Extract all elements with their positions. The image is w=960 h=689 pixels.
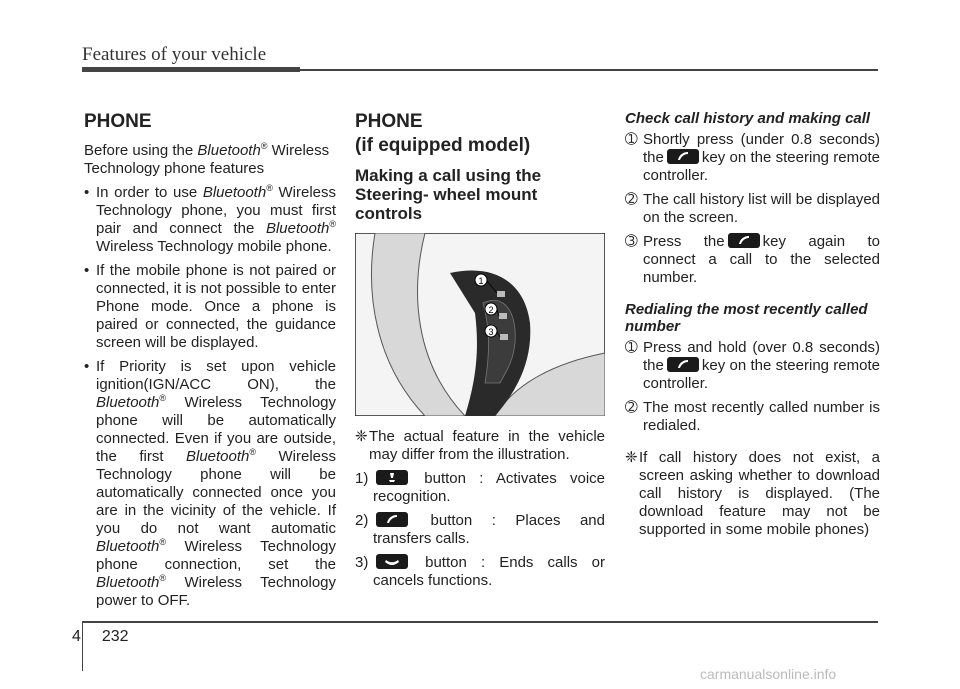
bullet-list — [84, 184, 336, 610]
step-text-pre: Press the — [643, 233, 725, 250]
brand-text: Bluetooth — [265, 220, 330, 237]
intro-text-post: Wireless Technology phone features — [84, 142, 330, 177]
item-text: button : Activates voice recognition. — [373, 470, 606, 505]
step-item — [625, 233, 880, 287]
step-text-post: key on the steering remote controller. — [643, 357, 880, 392]
heading-line2: (if equipped model) — [355, 135, 531, 156]
item-body — [373, 512, 605, 548]
bullet-text: Wireless Technology phone will be automatically connected once you are in the vicinity of the vehicle. If you do not want automatic — [96, 448, 336, 537]
bullet-text: In order to use — [96, 184, 203, 201]
illustration-note — [355, 428, 605, 464]
step-number: ➁ — [625, 399, 638, 416]
bullet-text: Wireless Technology mobile phone. — [96, 238, 332, 255]
note-marker: ❈ — [355, 428, 368, 445]
column-left — [84, 110, 336, 616]
item-number: 3) — [355, 554, 369, 571]
column-right — [625, 110, 880, 545]
step-body — [643, 233, 880, 287]
header-rule-thick — [82, 67, 300, 72]
step-text-post: key again to connect a call to the selected number. — [643, 233, 880, 286]
intro-brand: Bluetooth — [197, 142, 261, 159]
callout-label-3: 3 — [488, 327, 494, 337]
step-number: ➀ — [625, 131, 638, 148]
intro-paragraph — [84, 142, 336, 178]
bullet-text: If Priority is set upon vehicle ignition(IGN/ACC ON), the — [96, 358, 336, 393]
brand-text: Bluetooth — [202, 184, 267, 201]
note-text: If call history does not exist, a screen asking whether to download call history is displayed. (The download feature may not be supported in some mobile phones) — [639, 449, 880, 538]
list-item-call — [355, 512, 605, 548]
bullet-text: Wireless Technology phone connection, set the — [96, 538, 336, 573]
subheading-redial: Redialing the most recently called number — [625, 301, 868, 335]
call-icon — [667, 149, 699, 164]
step-number: ➁ — [625, 191, 638, 208]
bullet-item-not-paired: • If the mobile phone is not paired or connected, it is not possible to enter Phone mode. Once a phone is paired or connected, the guidance screen will be displayed. — [84, 262, 336, 352]
note-marker: ❈ — [625, 449, 638, 466]
brand-text: Bluetooth — [96, 574, 160, 591]
footer-rule — [82, 621, 878, 623]
step-item — [625, 131, 880, 185]
callout-label-2: 2 — [488, 305, 494, 315]
step-item — [625, 339, 880, 393]
end-call-icon — [376, 554, 408, 569]
item-text: button : Places and transfers calls. — [373, 512, 605, 547]
reg-mark: ® — [159, 393, 167, 403]
reg-mark: ® — [249, 447, 257, 457]
item-number: 2) — [355, 512, 369, 529]
step-item — [625, 399, 880, 435]
call-icon — [376, 512, 408, 527]
item-body — [373, 554, 605, 590]
heading-line1: PHONE — [355, 111, 423, 132]
steering-wheel-illustration — [355, 233, 605, 416]
step-body — [643, 339, 880, 393]
callout-label-1: 1 — [478, 276, 484, 286]
section-heading-phone: PHONE — [84, 111, 152, 132]
page-number — [72, 628, 129, 646]
list-item-voice — [355, 470, 605, 506]
intro-reg-mark: ® — [260, 141, 268, 151]
brand-text: Bluetooth — [96, 394, 160, 411]
step-text: The most recently called number is redialed. — [643, 399, 880, 434]
bullet-text: Wireless Technology phone will be automatically connected. Even if you are outside, the first — [96, 394, 336, 465]
brand-text: Bluetooth — [185, 448, 250, 465]
call-icon — [667, 357, 699, 372]
step-text-pre: Press and hold (over 0.8 seconds) the — [643, 339, 880, 374]
step-item — [625, 191, 880, 227]
list-item-end-call — [355, 554, 605, 590]
step-number: ➂ — [625, 233, 638, 250]
call-history-steps — [625, 131, 880, 287]
intro-text-pre: Before using the — [84, 142, 198, 159]
subheading-call-history: Check call history and making call — [625, 110, 871, 127]
reg-mark: ® — [159, 573, 167, 583]
step-number: ➀ — [625, 339, 638, 356]
reg-mark: ® — [266, 183, 273, 193]
subheading-making-call: Making a call using the Steering- wheel mount controls — [355, 166, 542, 223]
call-icon — [728, 233, 760, 248]
step-text-post: key on the steering remote controller. — [643, 149, 880, 184]
chapter-number: 4 — [72, 628, 81, 645]
bullet-item-pairing — [84, 184, 336, 256]
step-text-pre: Shortly press (under 0.8 seconds) the — [643, 131, 880, 166]
item-text: button : Ends calls or cancels functions. — [373, 554, 606, 589]
column-middle — [355, 110, 605, 596]
reg-mark: ® — [329, 219, 336, 229]
step-text: The call history list will be displayed on the screen. — [643, 191, 880, 226]
bullet-text: Wireless Technology power to OFF. — [96, 574, 336, 609]
bullet-text: Wireless Technology phone, you must first pair and connect the — [96, 184, 336, 237]
page-number-value: 232 — [101, 628, 129, 645]
section-heading-phone-model — [355, 110, 605, 158]
voice-recognition-icon — [376, 470, 408, 485]
reg-mark: ® — [159, 537, 167, 547]
watermark: carmanualsonline.info — [700, 666, 837, 682]
bullet-item-priority — [84, 358, 336, 610]
page-header-title: Features of your vehicle — [82, 44, 267, 65]
item-number: 1) — [355, 470, 369, 487]
note-text: The actual feature in the vehicle may differ from the illustration. — [369, 428, 605, 463]
brand-text: Bluetooth — [96, 538, 160, 555]
item-body — [373, 470, 605, 506]
header-rule-thin — [300, 69, 878, 71]
step-body — [643, 131, 880, 185]
call-history-note — [625, 449, 880, 539]
redial-steps — [625, 339, 880, 435]
